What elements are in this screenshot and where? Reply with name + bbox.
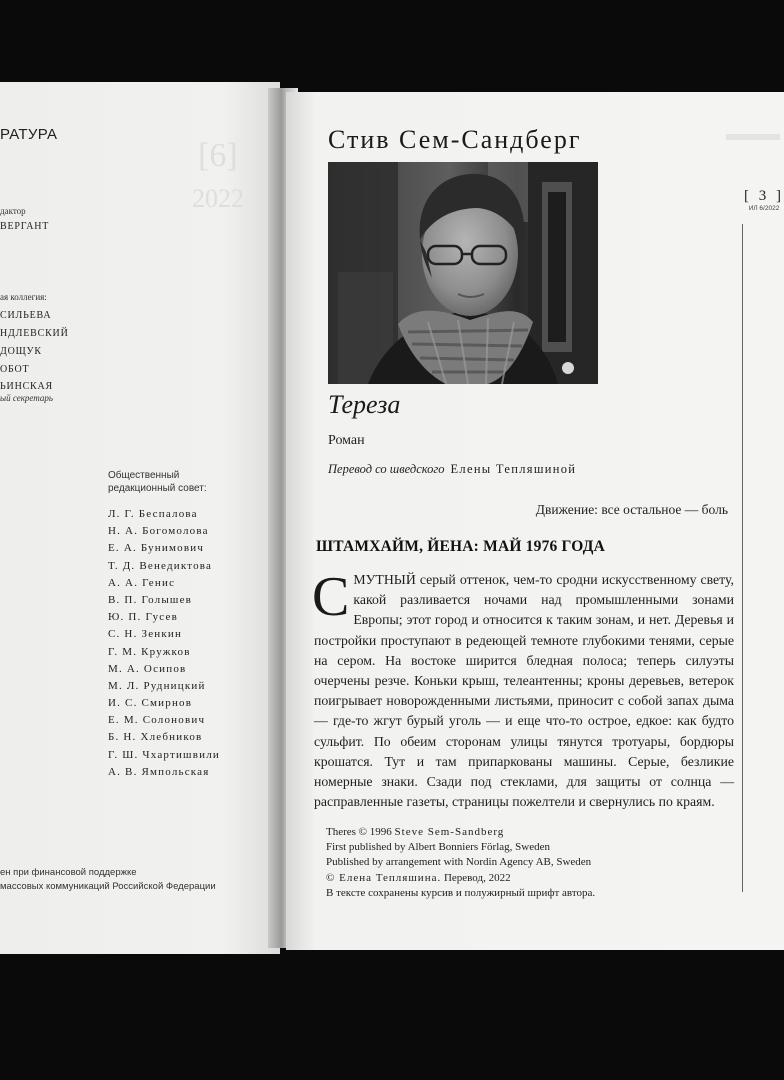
funding-line: массовых коммуникаций Российской Федерации [0,881,216,892]
council-label [108,469,207,495]
right-page [286,92,784,950]
translation-label: Перевод со шведского [328,462,445,476]
work-title: Тереза [328,390,401,419]
drop-cap: С [312,566,350,628]
copyright-credits [326,825,595,901]
left-page [0,82,280,954]
staff-line: ДОЩУК [0,346,42,357]
translator-name: Елены Тепляшиной [450,462,577,476]
funding-note [0,866,216,894]
council-member: Г. М. Кружков [108,645,191,658]
staff-line: ОБОТ [0,364,30,375]
council-member: Ю. П. Гусев [108,611,178,624]
translation-copyright-name: © Елена Тепляшина. [326,871,442,884]
staff-line: ЬИНСКАЯ [0,381,54,392]
council-member: Е. М. Солонович [108,714,206,727]
council-member: Б. Н. Хлебников [108,731,203,744]
first-published-line: First published by Albert Bonniers Förlag, Sweden [326,841,550,854]
council-label-line: Общественный [108,470,180,481]
author-name: Стив Сем-Сандберг [328,125,582,154]
chapter-heading: ШТАМХАЙМ, ЙЕНА: МАЙ 1976 ГОДА [316,538,605,555]
author-photo [328,162,598,384]
council-member: А. А. Генис [108,576,176,589]
staff-line: ВЕРГАНТ [0,221,50,232]
issue-label: ИЛ 6/2022 [748,205,780,212]
page-number: [ 3 ] [744,188,784,204]
margin-rule [742,224,743,892]
council-label-line: редакционный совет: [108,483,207,494]
staff-line: ый секретарь [0,393,54,403]
page-folio [742,188,784,212]
council-member-list [108,506,220,781]
staff-line: НДЛЕВСКИЙ [0,328,69,339]
council-member: М. А. Осипов [108,662,187,675]
council-member: Т. Д. Венедиктова [108,559,213,572]
council-member: С. Н. Зенкин [108,628,183,641]
council-member: И. С. Смирнов [108,697,193,710]
translation-copyright-line [326,871,595,886]
formatting-note: В тексте сохранены курсив и полужирный шрифт автора. [326,886,596,899]
staff-line: ая коллегия: [0,292,47,302]
show-through-year: 2022 [192,184,244,213]
copyright-author: Steve Sem-Sandberg [394,826,505,838]
council-member: Г. Ш. Чхартишвили [108,748,220,761]
council-member: Н. А. Богомолова [108,525,209,538]
body-paragraph [312,566,734,812]
show-through-issue-number: [6] [198,137,238,174]
staff-line: дактор [0,206,26,216]
translation-credit [328,462,576,477]
genre-label: Роман [328,433,365,448]
translation-copyright-year: Перевод, 2022 [441,871,511,884]
body-text: серый оттенок, чем-то сродни искусственному свету, какой разливается ночами над промышленными зонами Европы; этот город и относится к таким зонам, и нет. Деревья и постройки проступают в редеющей темноте глубокими тенями, серые на сером. На востоке ширится бледная полоса; теперь силуэты очерчены резче. Коньки крыш, телеантенны; кроны деревьев, ветерок поигрывает новорожденными листьями, приносит с собой запах дыма — где-то жгут бурый уголь — и еще что-то острое, едкое: как будто сульфит. По обеим сторонам улицы тянутся тротуары, бордюры крошатся. Тут и там припаркованы машины. Серые, безликие номерные знаки. Сзади под стеклами, для защиты от солнца — расправленные газеты, страницы пожелтели и свернулись по краям. [314,572,734,810]
journal-header: РАТУРА [0,126,58,143]
funding-line: ен при финансовой поддержке [0,867,137,878]
council-member: В. П. Голышев [108,593,193,606]
council-member: А. В. Ямпольская [108,765,210,778]
council-member: Л. Г. Беспалова [108,508,198,520]
epigraph: Движение: все остальное — боль [535,502,728,517]
arrangement-line: Published by arrangement with Nordin Agency AB, Sweden [326,856,592,869]
body-first-word: МУТНЫЙ [353,572,416,587]
council-member: Е. А. Бунимович [108,542,205,555]
staff-line: СИЛЬЕВА [0,310,52,321]
copyright-prefix: Theres © 1996 [326,826,392,838]
copyright-line [326,825,595,840]
show-through-mark [726,134,780,140]
council-member: М. Л. Рудницкий [108,679,206,692]
